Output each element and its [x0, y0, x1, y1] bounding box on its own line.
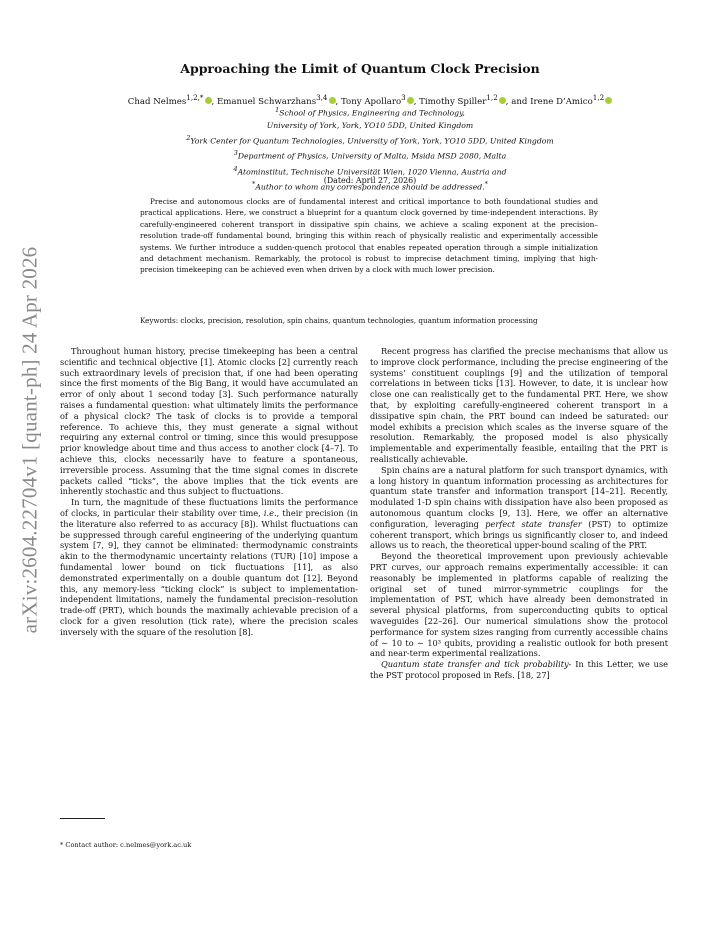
- author-name: Timothy Spiller: [419, 96, 487, 107]
- paragraph-text: Quantum state transfer and tick probability-: [381, 659, 572, 670]
- affiliation-text: Department of Physics, University of Malta, Msida MSD 2080, Malta: [237, 151, 507, 161]
- body-paragraph: [370, 659, 668, 681]
- author-list: Chad Nelmes$^{1,2,*}$ , Emanuel Schwarzhans$^{3,4}$ , Tony Apollaro$^3$ , Timothy Spiller$^{1,2}$ , and Irene D’Amico$^{1,2}$: [60, 92, 680, 108]
- body-paragraph: [370, 465, 668, 551]
- affiliation-marker: 3: [233, 149, 238, 158]
- orcid-icon: [499, 97, 506, 104]
- author-name: Chad Nelmes: [127, 96, 187, 107]
- author-name: Irene D’Amico: [530, 96, 593, 107]
- keywords: [140, 316, 610, 325]
- affiliation-text: York Center for Quantum Technologies, University of York, York, YO10 5DD, United Kingdom: [190, 136, 554, 146]
- author-conjunction: and: [511, 96, 531, 107]
- footnote: * Contact author: c.nelmes@york.ac.uk: [60, 841, 192, 849]
- keywords-list: clocks, precision, resolution, spin chains, quantum technologies, quantum information processing: [180, 316, 538, 325]
- affiliation-marker: 4: [233, 164, 238, 173]
- orcid-icon: [605, 97, 612, 104]
- affiliation-marker: 2: [186, 133, 191, 142]
- paragraph-text: i.e.: [263, 507, 277, 518]
- abstract: Precise and autonomous clocks are of fundamental interest and critical importance to both foundational studies and practical applications. Here, we construct a blueprint for a quantum clock governed by time-independent interactions. By carefully-engineered coherent transport in dissipative spin chains, we achieve a scaling exponent at the precision–resolution trade-off fundamental bound, bringing this within reach of physically realistic and experimentally accessible systems. We further introduce a sudden-quench protocol that enables repeated operation through a simple initialization and detachment mechanism. Remarkably, the protocol is robust to imprecise detachment timing, implying that high-precision timekeeping can be achieved even when driven by a clock with much lower precision.: [140, 197, 598, 275]
- arxiv-identifier-text: arXiv:2604.22704v1 [quant-ph] 24 Apr 2026: [17, 246, 42, 634]
- affiliation-line: [60, 104, 680, 120]
- paragraph-text: (PST) to optimize coherent transport, which brings us significantly closer to, and indeed allows us to reach, the theoretical upper-bound scaling of the PRT.: [370, 518, 668, 551]
- keywords-label: Keywords:: [140, 316, 179, 325]
- paragraph-text: perfect state transfer: [485, 518, 582, 529]
- body-paragraph: [370, 551, 668, 659]
- body-paragraph: [60, 346, 358, 497]
- body-column-right: [370, 346, 668, 681]
- body-column-left: [60, 346, 358, 638]
- body-paragraph: [60, 497, 358, 637]
- paragraph-text: , their precision (in the literature also referred to as accuracy [8]). Whilst fluctuations can be suppressed through careful engineering of the underlying quantum system [7, 9], they cannot be eliminated: thermodynamic constraints akin to the thermodynamic uncertainty relations (TUR) [10] impose a fundamental lower bound on tick fluctuations [11], as also demonstrated experimentally on a double quantum dot [12]. Beyond this, any memory-less “ticking clock” is subject to implementation-independent limitations, namely the fundamental precision–resolution trade-off (PRT), which bounds the maximally achievable precision of a clock for a given resolution (tick rate), where the precision scales inversely with the square of the resolution [8].: [60, 507, 358, 637]
- author-name: Tony Apollaro: [340, 96, 402, 107]
- affiliation-marker: *: [252, 180, 256, 189]
- affiliation-text: Atominstitut, Technische Universität Wien, 1020 Vienna, Austria and: [237, 167, 507, 177]
- paragraph-text: Beyond the theoretical improvement upon previously achievable PRT curves, our approach remains experimentally accessible: it can reasonably be implemented in platforms capable of realizing the original set of tuned mirror-symmetric couplings for the implementation of PST, which have already been demonstrated in several physical platforms, from superconducting qubits to optical waveguides [22–26]. Our numerical simulations show the protocol performance for system sizes ranging from currently accessible chains of ∼ 10 to ∼ 10³ qubits, providing a realistic outlook for both present and near-term experimental realizations.: [370, 551, 668, 659]
- paragraph-text: In this Letter, we use the PST protocol proposed in Refs. [18, 27]: [370, 659, 668, 680]
- date-line: (Dated: April 27, 2026): [323, 176, 417, 185]
- paragraph-text: Throughout human history, precise timekeeping has been a central scientific and technical objective [1]. Atomic clocks [2] currently reach such extraordinary levels of precision that, if one had been operating since the first moments of the Big Bang, it would have accumulated an error of only about 1 second today [3]. Such performance naturally raises a fundamental question: what ultimately limits the performance of a physical clock? The task of clocks is to provide a temporal reference. To achieve this, they must generate a signal without requiring any external control or timing, since this would presuppose prior knowledge about time and thus access to another clock [4–7]. To achieve this, clocks necessarily have to feature a spontaneous, irreversible process. Assuming that the time signal comes in discrete packets called “ticks”, the above implies that the tick events are inherently stochastic and thus subject to fluctuations.: [60, 346, 358, 497]
- affiliation-text: School of Physics, Engineering and Technology,: [279, 108, 465, 118]
- affiliation-suffix: *: [484, 180, 488, 189]
- affiliation-text: Author to whom any correspondence should be addressed.: [255, 182, 485, 192]
- arxiv-identifier: [0, 230, 60, 650]
- author-affiliation-marker: 1,2,*: [186, 93, 204, 102]
- footnote-divider: [60, 818, 105, 819]
- orcid-icon: [407, 97, 414, 104]
- author-affiliation-marker: 3: [401, 93, 406, 102]
- author-affiliation-marker: 3,4: [316, 93, 328, 102]
- paragraph-text: In turn, the magnitude of these fluctuations limits the performance of clocks, in particular their stability over time,: [60, 497, 358, 518]
- affiliation-line: [60, 132, 680, 148]
- affiliation-marker: 1: [275, 106, 280, 114]
- affiliation-line: [60, 147, 680, 163]
- paragraph-text: Spin chains are a natural platform for such transport dynamics, with a long history in quantum information processing as architectures for quantum state transfer and information transport [14–21]. Recently, modulated 1-D spin chains with dissipation have also been proposed as autonomous quantum clocks [9, 13]. Here, we offer an alternative configuration, leveraging: [370, 464, 668, 529]
- paragraph-text: Recent progress has clarified the precise mechanisms that allow us to improve clock performance, including the precise engineering of the systems’ constituent couplings [9] and the utilization of temporal correlations in between ticks [13]. However, to date, it is unclear how close one can realistically get to the fundamental PRT. Here, we show that, by exploiting carefully-engineered coherent transport in a dissipative spin chain, the PRT bound can indeed be saturated: our model exhibits a precision which scales as the inverse square of the resolution. Remarkably, the proposed model is also physically implementable and experimentally feasible, entailing that the PRT is realistically achievable.: [370, 346, 668, 464]
- affiliation-text: University of York, York, YO10 5DD, United Kingdom: [266, 120, 474, 130]
- paper-title: Approaching the Limit of Quantum Clock Precision: [180, 61, 540, 76]
- author-affiliation-marker: 1,2: [592, 93, 605, 102]
- affiliation-line: [60, 120, 680, 132]
- body-paragraph: [370, 346, 668, 465]
- author-affiliation-marker: 1,2: [486, 93, 498, 102]
- orcid-icon: [205, 97, 212, 104]
- author-name: Emanuel Schwarzhans: [216, 96, 317, 107]
- orcid-icon: [329, 97, 336, 104]
